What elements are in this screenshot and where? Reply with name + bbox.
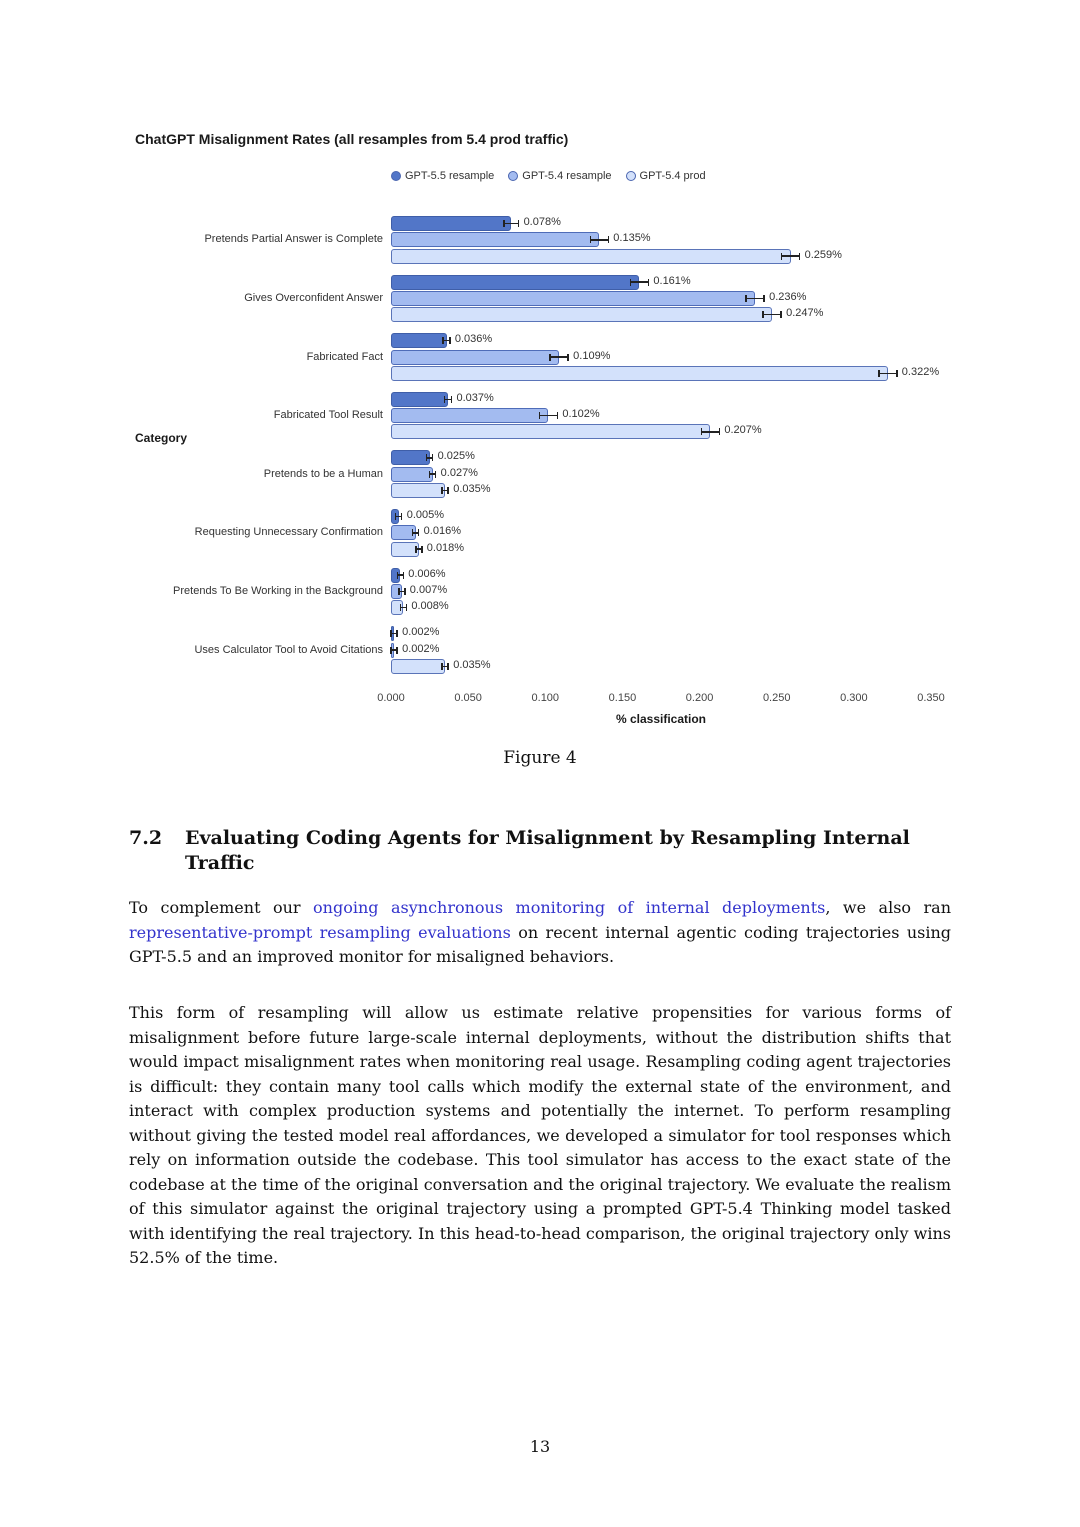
x-tick-label: 0.050 [454, 692, 482, 704]
legend-swatch-icon [391, 171, 401, 181]
error-bar-cap [397, 572, 399, 579]
bar [391, 483, 445, 498]
error-bar-cap [435, 471, 437, 478]
error-bar-cap [648, 279, 650, 286]
paragraph-text: To complement our [129, 898, 314, 917]
category-label: Uses Calculator Tool to Avoid Citations [194, 643, 383, 656]
error-bar-cap [630, 279, 632, 286]
error-bar [539, 415, 557, 417]
error-bar-cap [401, 513, 403, 520]
legend-item [508, 170, 611, 182]
value-label: 0.322% [901, 365, 940, 378]
x-axis-title: % classification [615, 712, 707, 726]
value-label: 0.027% [440, 466, 478, 479]
value-label: 0.135% [613, 232, 651, 245]
category-label: Fabricated Fact [306, 350, 383, 363]
category-label: Gives Overconfident Answer [244, 291, 383, 304]
inline-link[interactable]: ongoing asynchronous monitoring of internal deployments [313, 898, 826, 917]
error-bar-cap [549, 354, 551, 361]
bar [391, 450, 430, 465]
error-bar-cap [426, 454, 428, 461]
error-bar-cap [449, 337, 451, 344]
error-bar-cap [429, 471, 431, 478]
x-tick-label: 0.200 [685, 692, 714, 704]
value-label: 0.008% [411, 600, 449, 613]
error-bar-cap [780, 311, 782, 318]
x-tick-label: 0.150 [608, 692, 637, 704]
error-bar-cap [447, 487, 449, 494]
value-label: 0.109% [573, 349, 611, 362]
error-bar-cap [781, 253, 783, 260]
section-number: 7.2 [129, 827, 163, 849]
error-bar [590, 239, 608, 241]
chart-title: ChatGPT Misalignment Rates (all resamples from 5.4 prod traffic) [135, 131, 569, 147]
error-bar-cap [557, 412, 559, 419]
category-label: Fabricated Tool Result [273, 409, 383, 422]
bar [391, 275, 639, 290]
bar [391, 424, 710, 439]
legend-item [626, 170, 706, 182]
value-label: 0.247% [786, 307, 824, 320]
value-label: 0.236% [769, 290, 807, 303]
error-bar-cap [396, 647, 398, 654]
error-bar-cap [396, 630, 398, 637]
error-bar-cap [390, 647, 392, 654]
error-bar [504, 223, 518, 225]
error-bar-cap [432, 454, 434, 461]
bar [391, 366, 888, 381]
error-bar-cap [398, 588, 400, 595]
value-label: 0.025% [437, 450, 475, 463]
error-bar [879, 373, 897, 375]
bar [391, 232, 599, 247]
paragraph-text: This form of resampling will allow us estimate relative propensities for various forms of misalignment before future large-scale internal deployments, without the distribution shifts that would impact misalignment rates when monitoring real usage. Resampling coding agent trajectories is difficult: they contain many tool calls which modify the external state of the environment, and interact with complex production systems and potentially the internet. To perform resampling without giving the tested model real affordances, we developed a simulator for tool responses which rely on information outside the codebase. This tool simulator has access to the exact state of the codebase at the time of the original conversation and the original trajectory. We evaluate the realism of this simulator against the original trajectory using a prompted GPT-5.4 Thinking model tasked with identifying the real trajectory. In this head-to-head comparison, the original trajectory only wins 52.5% of the time. [129, 1003, 951, 1267]
error-bar-cap [799, 253, 801, 260]
paragraph-intro [129, 896, 951, 970]
value-label: 0.006% [408, 567, 446, 580]
legend-swatch-icon [626, 171, 636, 181]
value-label: 0.018% [426, 541, 465, 554]
value-label: 0.161% [653, 274, 691, 287]
error-bar-cap [403, 572, 405, 579]
error-bar-cap [608, 236, 610, 243]
error-bar-cap [400, 604, 402, 611]
section-title: Evaluating Coding Agents for Misalignment by Resampling Internal Traffic [185, 827, 910, 874]
error-bar-cap [701, 428, 703, 435]
error-bar-cap [567, 354, 569, 361]
error-bar [763, 314, 781, 316]
bar [391, 307, 772, 322]
figure-caption: Figure 4 [503, 748, 577, 768]
value-label: 0.102% [562, 408, 600, 421]
bar [391, 392, 448, 407]
error-bar [550, 356, 568, 358]
error-bar [782, 255, 800, 257]
error-bar-cap [763, 295, 765, 302]
value-label: 0.037% [456, 391, 494, 404]
value-label: 0.016% [423, 525, 461, 538]
bar [391, 216, 511, 231]
x-tick-label: 0.000 [377, 692, 405, 704]
inline-link[interactable]: representative-prompt resampling evaluations [129, 922, 511, 942]
bar [391, 249, 791, 264]
x-tick-label: 0.100 [531, 692, 560, 704]
category-label: Pretends to be a Human [263, 467, 383, 480]
error-bar-cap [503, 220, 505, 227]
paragraph-resampling [129, 1001, 951, 1271]
error-bar-cap [590, 236, 592, 243]
legend-label: GPT-5.4 prod [639, 170, 706, 182]
value-label: 0.007% [409, 583, 448, 596]
error-bar-cap [539, 412, 541, 419]
legend-label: GPT-5.5 resample [405, 170, 495, 182]
error-bar-cap [415, 546, 417, 553]
value-label: 0.035% [453, 483, 491, 495]
chart-legend [391, 170, 706, 182]
value-label: 0.078% [523, 216, 561, 228]
error-bar-cap [390, 630, 392, 637]
error-bar-cap [441, 663, 443, 670]
paragraph-text: , we also ran [825, 898, 952, 917]
page-number: 13 [529, 1437, 551, 1456]
error-bar-cap [395, 513, 397, 520]
category-label: Requesting Unnecessary Confirmation [194, 526, 383, 539]
value-label: 0.207% [724, 424, 762, 437]
error-bar-cap [719, 428, 721, 435]
bar [391, 291, 755, 306]
section-heading [129, 826, 951, 876]
bar [391, 350, 559, 365]
error-bar-cap [404, 588, 406, 595]
value-label: 0.005% [406, 509, 445, 521]
error-bar-cap [442, 337, 444, 344]
error-bar-cap [412, 529, 414, 536]
category-label: Pretends Partial Answer is Complete [204, 233, 383, 246]
error-bar-cap [745, 295, 747, 302]
error-bar [630, 281, 648, 283]
error-bar-cap [878, 370, 880, 377]
x-tick-label: 0.300 [840, 692, 868, 704]
error-bar-cap [444, 396, 446, 403]
error-bar-cap [896, 370, 898, 377]
legend-item [391, 170, 494, 182]
error-bar [746, 298, 764, 300]
paragraph-text: on recent internal agentic coding trajectories using GPT-5.5 and an improved monitor for misaligned behaviors. [129, 922, 951, 966]
bar [391, 467, 433, 482]
error-bar-cap [451, 396, 453, 403]
value-label: 0.035% [453, 658, 491, 671]
value-label: 0.002% [402, 626, 440, 639]
legend-label: GPT-5.4 resample [522, 170, 612, 182]
bar [391, 333, 447, 348]
legend-swatch-icon [508, 171, 518, 181]
value-label: 0.036% [454, 333, 493, 346]
x-tick-label: 0.250 [762, 692, 791, 704]
bar [391, 659, 445, 674]
error-bar-cap [518, 220, 520, 227]
error-bar-cap [421, 546, 423, 553]
bar [391, 408, 548, 423]
error-bar [701, 431, 719, 433]
misalignment-bar-chart [0, 0, 1080, 740]
value-label: 0.259% [804, 248, 842, 261]
error-bar-cap [406, 604, 408, 611]
error-bar-cap [762, 311, 764, 318]
category-label: Pretends To Be Working in the Background [173, 584, 383, 597]
error-bar-cap [418, 529, 420, 536]
x-tick-label: 0.350 [917, 692, 945, 704]
value-label: 0.002% [402, 642, 440, 655]
error-bar-cap [447, 663, 449, 670]
y-axis-title: Category [135, 431, 188, 445]
error-bar-cap [441, 487, 443, 494]
